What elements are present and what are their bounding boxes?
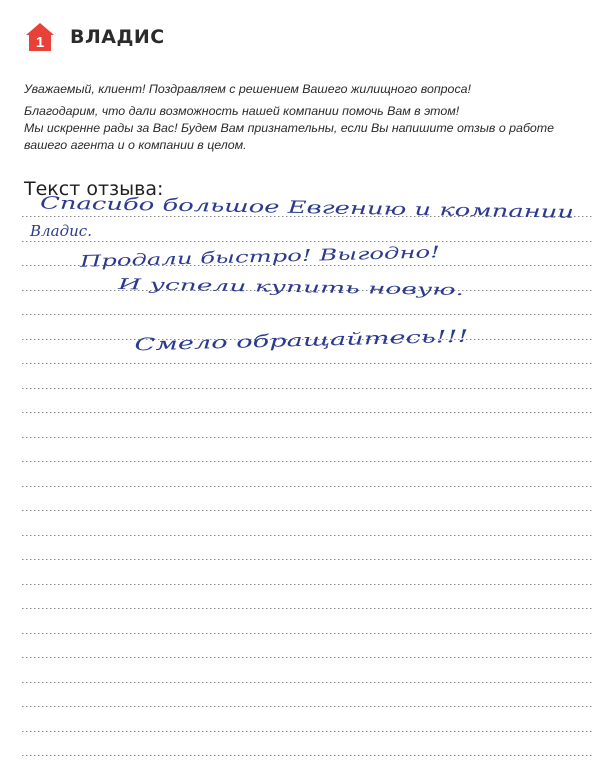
svg-text:1: 1 xyxy=(35,34,45,51)
intro-request-continued: вашего агента и о компании в целом. xyxy=(24,138,247,152)
handwritten-line-1: Спасибо большое Евгению и компании xyxy=(39,193,392,220)
brand-name: ВЛАДИС xyxy=(70,26,165,48)
intro-greeting: Уважаемый, клиент! Поздравляем с решением Вашего жилищного вопроса! xyxy=(24,82,471,96)
handwritten-line-3: Продали быстро! Выгодно! xyxy=(79,245,317,271)
review-title: Текст отзыва: xyxy=(24,178,164,200)
intro-request: Мы искренне рады за Вас! Будем Вам признательны, если Вы напишите отзыв о работе xyxy=(24,121,555,135)
handwritten-line-5: Смело обращайтесь!!! xyxy=(134,329,344,356)
handwritten-line-4: И успели купить новую. xyxy=(117,274,315,297)
handwritten-line-2: Владис. xyxy=(28,222,92,240)
review-writing-lines xyxy=(22,0,594,768)
intro-thanks: Благодарим, что дали возможность нашей компании помочь Вам в этом! xyxy=(24,104,460,118)
